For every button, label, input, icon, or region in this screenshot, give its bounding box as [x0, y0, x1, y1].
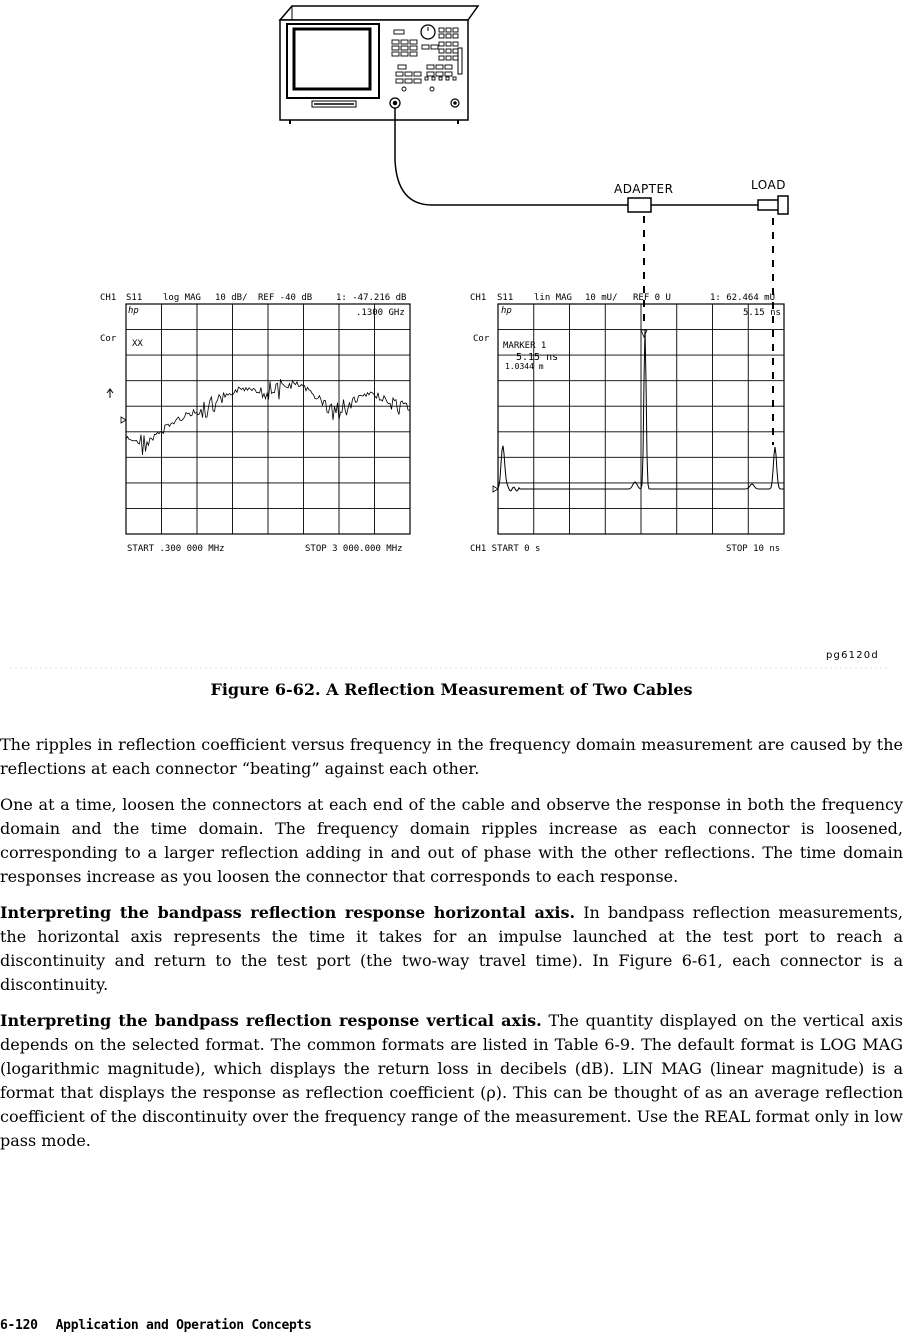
page-footer — [0, 1318, 312, 1333]
left-ref-position-icon — [121, 417, 126, 423]
right-marker-title: MARKER 1 — [503, 341, 547, 351]
left-stop-label: STOP 3 000.000 MHz — [305, 544, 403, 554]
body-text — [0, 733, 903, 1165]
right-channel: CH1 — [470, 293, 487, 303]
network-analyzer-illustration — [280, 6, 478, 124]
paragraph-loosen-connectors: One at a time, loosen the connectors at each end of the cable and observe the response in both the frequency domain and the time domain. The frequency domain ripples increase as each connector is loosened, corresponding to a larger reflection adding in and out of phase with the other reflections. The time domain responses increase as you loosen the connector that corresponds to each response. — [0, 795, 903, 886]
left-marker-value: 1: -47.216 dB — [336, 293, 407, 303]
left-format: log MAG — [163, 293, 201, 303]
marker-1-icon — [641, 330, 647, 337]
footer-section-title: Application and Operation Concepts — [55, 1318, 312, 1333]
load-illustration — [758, 196, 788, 214]
figure-caption: Figure 6-62. A Reflection Measurement of Two Cables — [210, 680, 693, 699]
vertical-axis-heading: Interpreting the bandpass reflection response vertical axis. — [0, 1011, 542, 1030]
left-cor-label: Cor — [100, 334, 117, 344]
left-xx-label: XX — [132, 339, 143, 349]
right-start-label: CH1 START 0 s — [470, 544, 541, 554]
left-start-label: START .300 000 MHz — [127, 544, 225, 554]
left-ref-arrow-icon — [107, 389, 113, 398]
right-stop-label: STOP 10 ns — [726, 544, 781, 554]
right-param: S11 — [497, 293, 514, 303]
right-format: lin MAG — [534, 293, 572, 303]
right-marker-value: 1: 62.464 mU — [710, 293, 776, 303]
right-marker-distance: 1.0344 m — [505, 362, 544, 371]
left-plot-header — [100, 293, 406, 303]
right-marker-stimulus: 5.15 ns — [743, 308, 781, 318]
page-number: 6-120 — [0, 1318, 38, 1333]
vertical-axis-body: The quantity displayed on the vertical axis depends on the selected format. The common formats are listed in Table 6-9. The default format is LOG MAG (logarithmic magnitude), which displays the return loss in decibels (dB). LIN MAG (linear magnitude) is a format that displays the response as reflection coefficient (ρ). This can be thought of as an average reflection coefficient of the discontinuity over the frequency range of the measurement. Use the REAL format only in low pass mode. — [0, 1011, 903, 1150]
right-marker-time: 5.15 ns — [516, 352, 559, 363]
left-hp-label: hp — [128, 306, 139, 316]
right-hp-label: hp — [501, 306, 512, 316]
paragraph-horizontal-axis — [0, 901, 903, 997]
figure-id: pg6120d — [826, 650, 879, 661]
paragraph-vertical-axis — [0, 1009, 903, 1153]
left-scale: 10 dB/ — [215, 293, 248, 303]
right-cor-label: Cor — [473, 334, 490, 344]
horizontal-axis-heading: Interpreting the bandpass reflection response horizontal axis. — [0, 903, 576, 922]
horizontal-axis-body: In bandpass reflection measurements, the horizontal axis represents the time it takes for an impulse launched at the test port to reach a discontinuity and return to the test port (the two-way travel time). In Figure 6-61, each connector is a discontinuity. — [0, 903, 903, 994]
load-label: LOAD — [751, 178, 786, 192]
right-ref-position-icon — [493, 486, 498, 492]
adapter-label: ADAPTER — [614, 182, 674, 196]
left-ref: REF -40 dB — [258, 293, 313, 303]
right-plot-header — [470, 293, 775, 303]
left-marker-stimulus: .1300 GHz — [356, 308, 405, 318]
paragraph-ripples: The ripples in reflection coefficient versus frequency in the frequency domain measurement are caused by the reflections at each connector “beating” against each other. — [0, 735, 903, 778]
right-plot-grid — [498, 304, 784, 534]
right-scale: 10 mU/ — [585, 293, 618, 303]
adapter-illustration — [628, 198, 651, 212]
right-ref: REF 0 U — [633, 293, 671, 303]
left-plot-grid — [126, 304, 410, 534]
test-cable — [395, 108, 758, 205]
left-channel: CH1 — [100, 293, 117, 303]
left-param: S11 — [126, 293, 143, 303]
